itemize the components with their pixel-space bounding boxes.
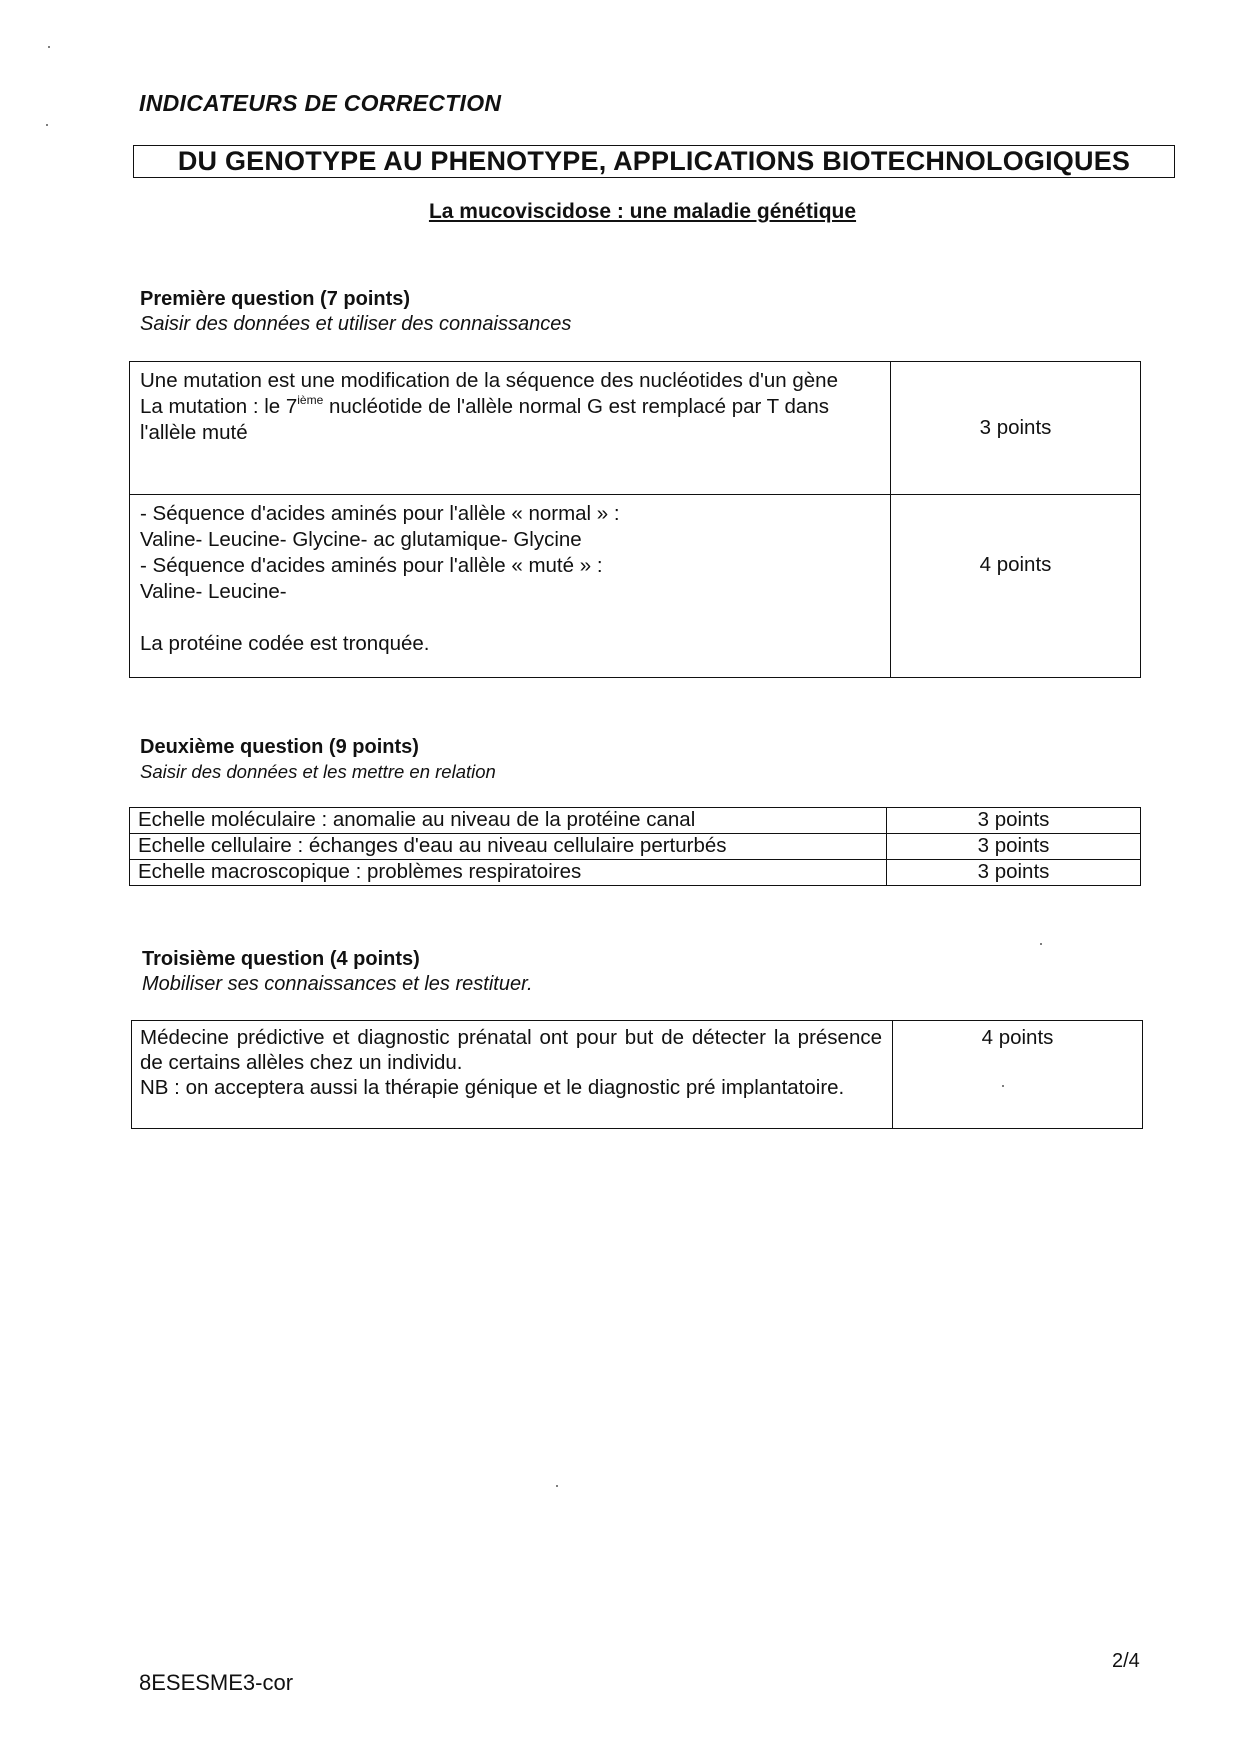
q1-answer-1-line2: La mutation : le 7ième nucléotide de l'allèle normal G est remplacé par T dans l'allèle muté <box>140 393 829 444</box>
q2-subtitle: Saisir des données et les mettre en relation <box>140 761 496 782</box>
q3-points: 4 points <box>893 1021 1143 1129</box>
table-row <box>130 808 1141 834</box>
table-row <box>130 362 1141 495</box>
q3-answer-line2: NB : on acceptera aussi la thérapie génique et le diagnostic pré implantatoire. <box>140 1076 845 1099</box>
q1-title: Première question (7 points) <box>140 288 411 310</box>
table-row <box>130 495 1141 678</box>
q2-points-1: 3 points <box>887 808 1141 834</box>
q2-answer-3: Echelle macroscopique : problèmes respiratoires <box>130 860 887 886</box>
q1-answer-2-line5: La protéine codée est tronquée. <box>140 632 430 655</box>
q2-answer-2: Echelle cellulaire : échanges d'eau au niveau cellulaire perturbés <box>130 834 887 860</box>
table-row <box>130 860 1141 886</box>
q1-answer-2-line2: Valine- Leucine- Glycine- ac glutamique- Glycine <box>140 528 582 551</box>
q3-answer-line1: Médecine prédictive et diagnostic prénatal ont pour but de détecter la présence de certains allèles chez un individu. <box>140 1026 882 1074</box>
q1-answer-2-line1: - Séquence d'acides aminés pour l'allèle « normal » : <box>140 502 620 525</box>
scan-speck <box>1002 1085 1004 1087</box>
q3-table <box>131 1020 1143 1129</box>
scan-speck <box>556 1485 558 1487</box>
scan-speck <box>1040 943 1042 945</box>
q1-points-1: 3 points <box>891 362 1141 495</box>
q3-answer <box>132 1021 893 1129</box>
q2-points-2: 3 points <box>887 834 1141 860</box>
scan-speck <box>46 124 48 126</box>
q1-answer-2-line3: - Séquence d'acides aminés pour l'allèle « muté » : <box>140 554 603 577</box>
table-row <box>130 834 1141 860</box>
q3-subtitle: Mobiliser ses connaissances et les restituer. <box>142 973 533 995</box>
q2-answer-1: Echelle moléculaire : anomalie au niveau de la protéine canal <box>130 808 887 834</box>
q1-answer-2-line4: Valine- Leucine- <box>140 580 287 603</box>
q1-answer-1-line1: Une mutation est une modification de la séquence des nucléotides d'un gène <box>140 369 838 392</box>
q1-table <box>129 361 1141 678</box>
q2-title: Deuxième question (9 points) <box>140 736 419 758</box>
q2-table <box>129 807 1141 886</box>
q1-points-2: 4 points <box>891 495 1141 678</box>
header-label: INDICATEURS DE CORRECTION <box>139 90 502 116</box>
document-code: 8ESESME3-cor <box>139 1670 294 1695</box>
q1-answer-1 <box>130 362 891 495</box>
page-number: 2/4 <box>1112 1650 1140 1672</box>
q2-points-3: 3 points <box>887 860 1141 886</box>
scan-speck <box>48 46 50 48</box>
q1-subtitle: Saisir des données et utiliser des connaissances <box>140 313 572 335</box>
page-title: DU GENOTYPE AU PHENOTYPE, APPLICATIONS BIOTECHNOLOGIQUES <box>133 145 1175 178</box>
q1-answer-2 <box>130 495 891 678</box>
q3-title: Troisième question (4 points) <box>142 948 420 970</box>
table-row <box>132 1021 1143 1129</box>
page-subtitle: La mucoviscidose : une maladie génétique <box>428 200 857 223</box>
